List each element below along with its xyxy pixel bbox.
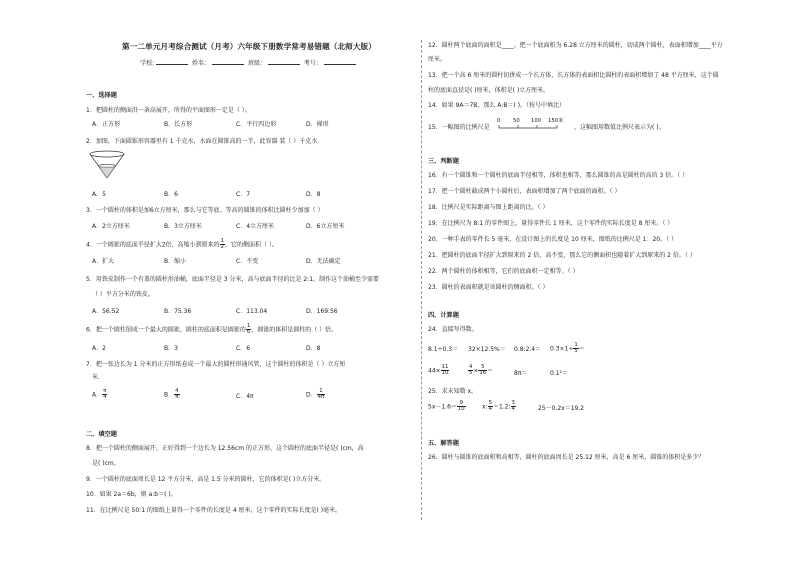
calc-3: 0.8:2.4＝ — [514, 346, 542, 353]
calc-5 — [428, 365, 449, 377]
calc-6 — [468, 365, 493, 377]
q7-option-b — [164, 389, 180, 401]
q4-text-b: ，它的侧面积（ ）。 — [225, 241, 278, 249]
q7-b-den: π — [175, 394, 179, 401]
calc-6-times: × — [473, 367, 479, 375]
question-24: 24．直接写得数。 — [428, 326, 478, 333]
equation-3: 25－0.2x＝19.2 — [538, 405, 585, 412]
question-10: 10．如果 2a＝6b，则 a:b＝( )。 — [86, 491, 177, 498]
calc-1: 8.1÷0.3＝ — [428, 346, 459, 353]
q6-option-b: B．3 — [164, 345, 178, 352]
eq-2-den-a: 4 — [488, 406, 492, 413]
calc-5-den: 10 — [441, 370, 449, 377]
q2-option-b: B．6 — [164, 191, 178, 198]
q6-text-b: ，圆锥的体积是圆柱的（ ）倍。 — [251, 326, 338, 334]
q5-option-c: C．113.04 — [236, 308, 268, 315]
q2-option-d: D．8 — [306, 191, 321, 198]
question-2: 2．加图，下面圆锥形容器里有 1 千克水，水面在圆锥高的一半，此容器 装（ ）千克水． — [86, 138, 324, 145]
q4-option-d: D．无法确定 — [306, 258, 341, 265]
q7-option-d — [306, 389, 325, 401]
question-8-line1: 8．把一个圆柱的侧面展开，正好得到一个边长为 12.56cm 的正方形，这个圆柱的底面半径是( )cm，高 — [86, 445, 364, 452]
class-field[interactable] — [268, 58, 300, 65]
q2-option-c: C．7 — [236, 191, 251, 198]
question-19: 19．在比例尺为 8:1 的零件图上，量得零件长 1 厘米，这个零件的实际长度是 8 厘米。（ ） — [428, 220, 674, 227]
section-calc-heading: 四、计算题 — [428, 312, 459, 319]
q5-option-d: D．169.56 — [306, 308, 338, 315]
q3-option-a: A．2立方厘米 — [92, 223, 130, 230]
calc-5-fraction — [441, 365, 450, 377]
eq-1-fraction — [457, 401, 466, 413]
q6-option-d: D．8 — [306, 345, 321, 352]
q7-option-a — [92, 389, 107, 401]
q6-option-a: A．2 — [92, 345, 106, 352]
section-fill-heading: 二、填空题 — [86, 431, 117, 438]
question-15-text-b: ，这幅图用数值比例尺表示为( )。 — [574, 124, 665, 131]
question-5-line1: 5．用铁皮制作一个有盖的圆柱形油桶，底面半径是 3 分米，高与底面半径的比是 2:1。制作这个油桶至少需要 — [86, 276, 380, 283]
question-9: 9．一个圆柱的底面周长是 12 平方分米，高是 1.5 分米的圆柱，它的体积是( )立方分米。 — [86, 476, 326, 483]
column-divider — [421, 40, 422, 520]
question-4 — [86, 239, 278, 251]
q6-numerator: 1 — [246, 323, 251, 329]
eq-1-num: 9 — [457, 401, 466, 407]
question-13-line1: 13．把一个高 6 厘米的圆柱切拼成一个长方体，长方体的表面积比圆柱的表面积增加了 48 平方厘米，这个圆 — [428, 72, 719, 79]
question-12-line1: 12．圆柱两个底面的面积是____。把一个底面积为 6.28 立方厘米的圆柱，切成两个圆柱，表面积增加____平方 — [428, 42, 723, 49]
eq-2-mid: ＝1.2: — [492, 403, 511, 411]
q7-option-c: C．4π — [236, 393, 254, 400]
question-17: 17．把一个圆柱截成两个小圆柱后，表面积增加了两个底面的面积。（ ） — [428, 188, 621, 195]
calc-4-equals: ＝ — [578, 345, 585, 353]
cone-container-figure — [88, 150, 126, 180]
q3-option-d: D．6立方厘米 — [306, 223, 345, 230]
page-title: 第一二单元月考综合测试（月考）六年级下册数学常考易错题（北师大版） — [122, 42, 376, 51]
q1-option-a: A．正方形 — [92, 121, 121, 128]
class-label: 班级： — [247, 60, 266, 67]
eq-2-fraction-b — [511, 401, 516, 413]
q7-a-fraction — [102, 389, 107, 401]
q7-b-prefix: B． — [164, 391, 175, 399]
calc-4-num: 1 — [574, 342, 578, 348]
q5-option-a: A．56.52 — [92, 308, 120, 315]
q1-option-c: C．平行四边形 — [236, 121, 277, 128]
question-25: 25．求未知数 x。 — [428, 388, 478, 395]
calc-6-num-a: 4 — [469, 364, 473, 370]
scale-tick-50: 50 — [513, 118, 520, 124]
q1-option-b: B．长方形 — [164, 121, 193, 128]
q3-option-c: C．4立方厘米 — [236, 223, 275, 230]
question-21: 21．把圆柱的底面半径扩大到原来的 2 倍，高不变，那么它的侧面积也随着扩大到原来的 2 倍。（ ） — [428, 252, 696, 259]
question-22: 22．两个圆柱的体积相等，它们的底面积一定相等。（ ） — [428, 268, 579, 275]
q5-option-b: B．75.36 — [164, 308, 192, 315]
q7-d-fraction — [317, 389, 326, 401]
q2-option-a: A．5 — [92, 191, 106, 198]
question-23: 23．圆柱的表面积就是该圆柱的侧面积。（ ） — [428, 284, 549, 291]
q7-b-num: 4 — [175, 388, 179, 394]
calc-6-fraction-b — [478, 365, 487, 377]
equation-1 — [428, 401, 466, 413]
exam-no-label: 考号： — [303, 60, 322, 67]
calc-4 — [550, 343, 585, 355]
q7-d-prefix: D． — [306, 391, 317, 399]
question-7-line1: 7．把一张边长为 1 分米的正方形纸卷成一个最大的圆柱形通风管，这个圆柱的体积是（ ）立方厘 — [86, 361, 346, 368]
question-18: 18．比例尺是实际距离与图上距离的比。（ ） — [428, 204, 549, 211]
q6-option-c: C．6 — [236, 345, 251, 352]
question-13-line2: 柱的底面直径是( )厘米，体积是( )立方厘米。 — [428, 87, 550, 94]
eq-2-den-b: 4 — [511, 406, 515, 413]
eq-2-num-b: 3 — [511, 400, 515, 406]
question-14: 14．如果 9A＝7B，那么 A:B＝( )。（按号中填比） — [428, 102, 566, 109]
calc-7: 8π＝ — [514, 370, 528, 377]
q3-option-b: B．3立方厘米 — [164, 223, 202, 230]
question-1: 1．把圆柱的侧面沿一条高展开，所得的平面图形一定是（ ）。 — [86, 107, 251, 114]
calc-6-num-b: 5 — [478, 365, 487, 371]
q4-text-a: 4．一个圆锥的底面半径扩大2倍，高缩小到原来的 — [86, 241, 220, 249]
q4-option-c: C．不变 — [236, 258, 259, 265]
calc-4-prefix: 0.3×1÷ — [550, 345, 574, 353]
calc-4-den: 5 — [574, 348, 578, 355]
calc-6-den-b: 16 — [479, 370, 487, 377]
exam-no-field[interactable] — [324, 58, 356, 65]
eq-1-prefix: 5x－1.6＝ — [428, 403, 457, 411]
school-label: 学校: — [140, 60, 155, 67]
scale-bar-figure — [493, 116, 573, 134]
calc-5-prefix: 44× — [428, 367, 441, 375]
q7-a-num: π — [103, 388, 107, 394]
question-7-line2: 米． — [92, 374, 105, 381]
q4-numerator: 1 — [220, 238, 225, 244]
eq-1-den: 10 — [457, 406, 465, 413]
name-field[interactable] — [212, 58, 244, 65]
scale-tick-100: 100 — [531, 118, 542, 124]
eq-2-prefix: x: — [482, 403, 488, 411]
scale-tick-0: 0 — [497, 118, 501, 124]
section-judge-heading: 三、判断题 — [428, 158, 459, 165]
calc-6-equals: ＝ — [487, 367, 494, 375]
question-12-line2: 厘米。 — [428, 56, 447, 63]
q7-a-den: 4 — [103, 394, 107, 401]
q7-d-num: 1 — [317, 389, 326, 395]
question-20: 20．一种手表的零件长 5 毫米，在设计图上的长度是 10 厘米，图纸的比例尺是 1：20。（ ） — [428, 236, 677, 243]
question-8-line2: 是( )cm。 — [92, 460, 120, 467]
q7-d-den: 4π — [317, 394, 325, 401]
q7-a-prefix: A． — [92, 391, 103, 399]
q1-option-d: D．梯形 — [306, 121, 329, 128]
question-26: 26．圆柱与圆锥的底面积和高相等，圆柱的底面周长是 25.12 厘米，高是 6 厘米，圆锥的体积是多少？ — [428, 454, 705, 461]
q6-denominator: 6 — [246, 329, 251, 336]
calc-5-num: 11 — [441, 364, 449, 370]
q7-b-fraction — [174, 389, 179, 401]
section-solve-heading: 五、解答题 — [428, 440, 459, 447]
q4-option-a: A．扩大 — [92, 258, 115, 265]
equation-2 — [482, 401, 516, 413]
q4-option-b: B．缩小 — [164, 258, 187, 265]
question-3: 3．一个圆柱的体积是加6立方厘米，那么与它等底、等高的圆锥的体积比圆柱少加加（ ） — [86, 207, 324, 214]
eq-2-num-a: 5 — [488, 400, 492, 406]
school-field[interactable] — [156, 58, 188, 65]
q6-text-a: 6．把一个圆柱削成一个最大的圆锥，圆柱的底面积是圆锥的 — [86, 326, 246, 334]
question-16: 16．有一个圆锥和一个圆柱的底面半径相等，体积也相等，那么圆锥的高是圆柱的高的 3 倍。（ ） — [428, 172, 689, 179]
question-15-text-a: 15．一幅图的比例尺是 — [428, 124, 490, 131]
q4-denominator: 2 — [220, 244, 225, 251]
calc-2: 32×12.5%＝ — [468, 346, 506, 353]
question-6 — [86, 324, 337, 336]
question-5-line2: （ ）平方分米的铁皮。 — [92, 291, 154, 298]
student-info-line — [84, 58, 414, 67]
scale-tick-150: 150米 — [548, 118, 564, 124]
question-11: 11．在比例尺是 50:1 的图纸上量得一个零件的长度是 4 厘米，这个零件的实际长度是( )毫米。 — [86, 507, 342, 514]
section-choice-heading: 一、选择题 — [86, 92, 117, 99]
calc-8: 0.1²＝ — [550, 370, 568, 377]
calc-6-den-a: 5 — [469, 370, 473, 377]
name-label: 姓名： — [192, 60, 211, 67]
